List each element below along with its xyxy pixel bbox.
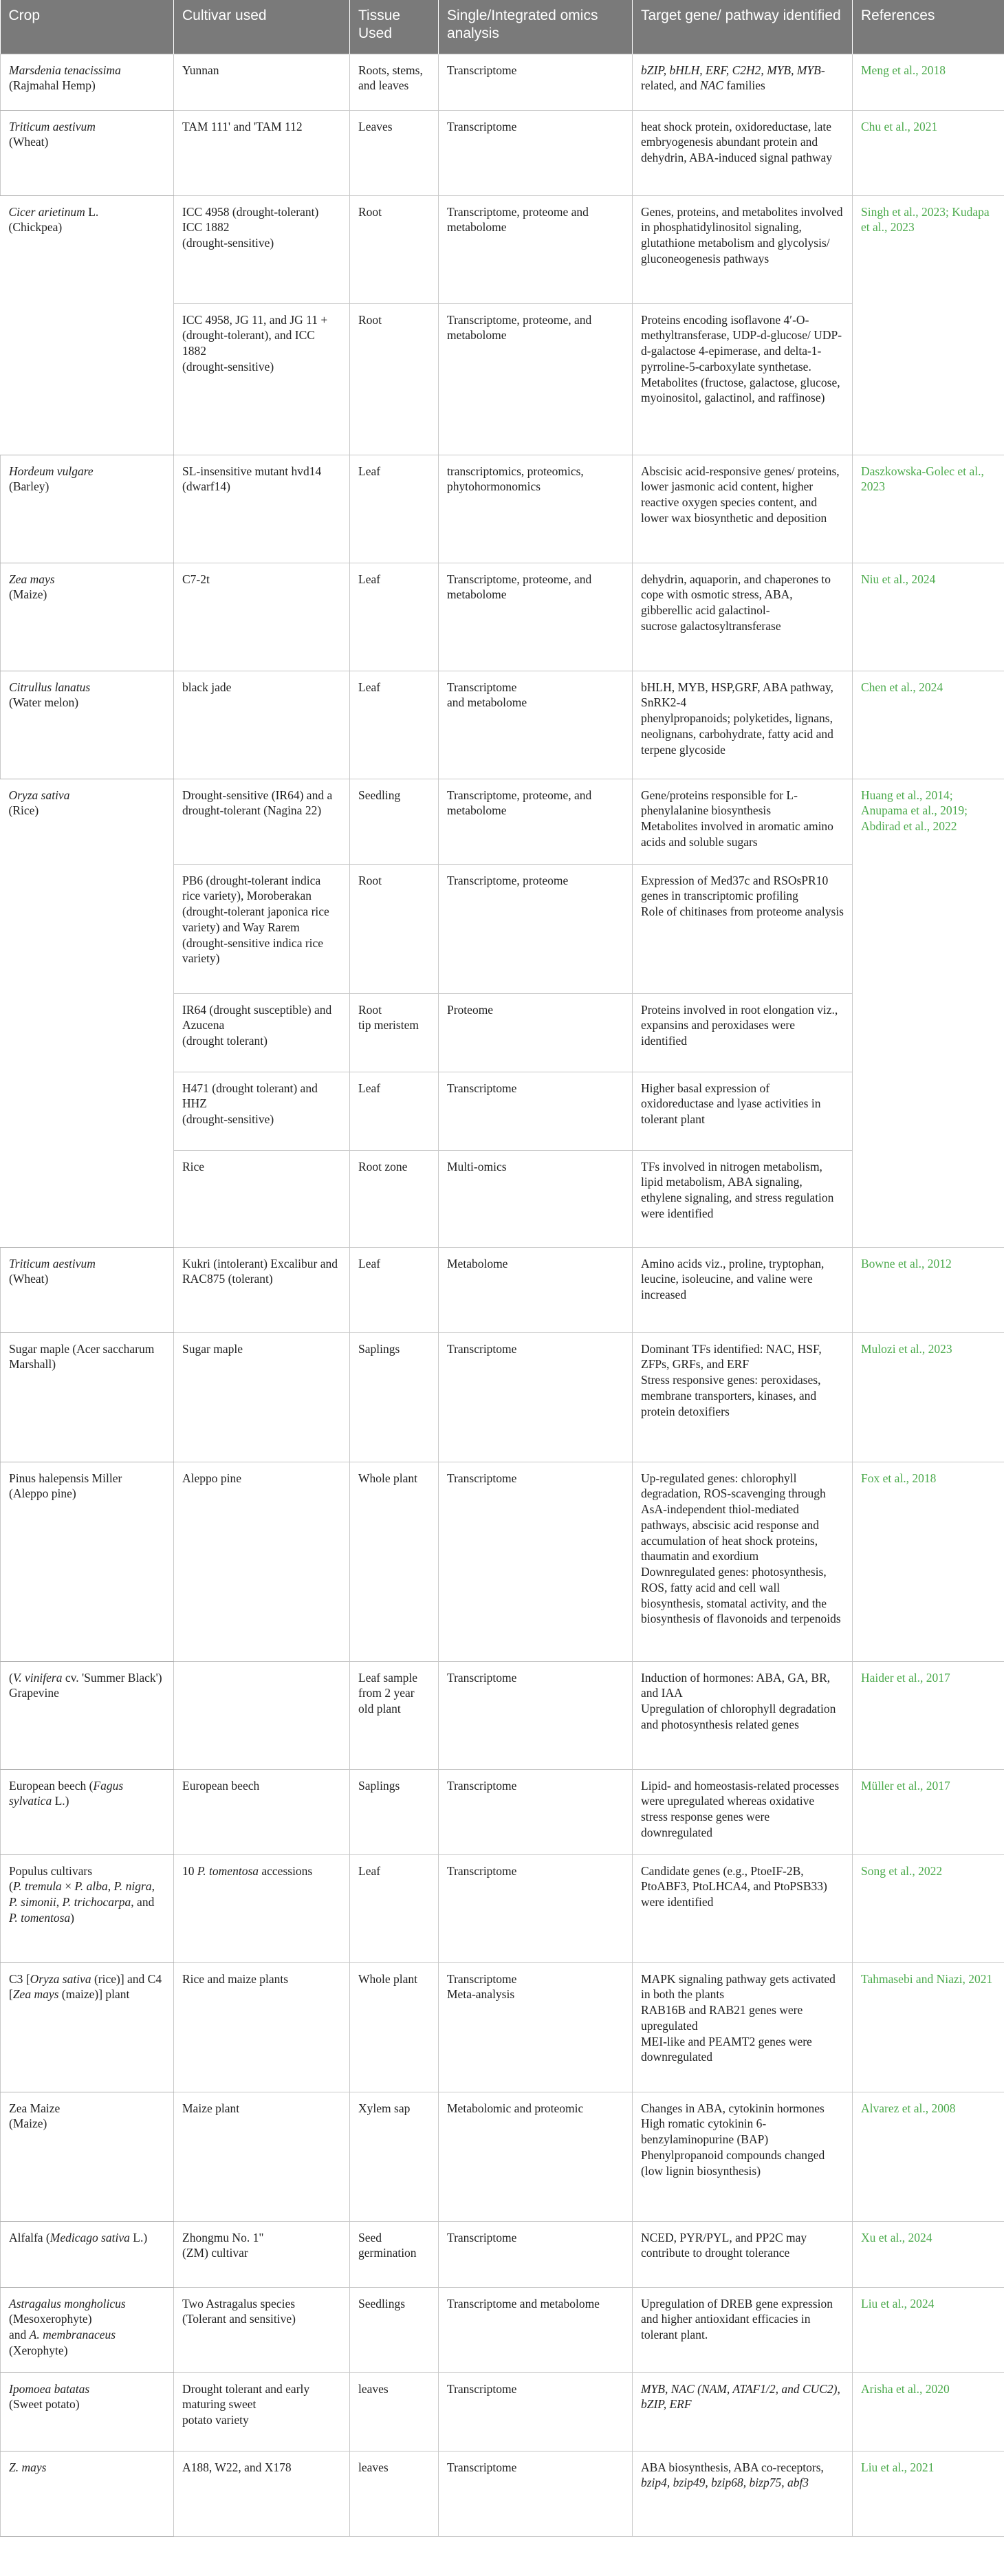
target-cell: heat shock protein, oxidoreductase, late embryogenesis abundant protein and dehydrin, ABA-induced signal pathway <box>633 110 853 195</box>
target-cell: TFs involved in nitrogen metabolism, lipid metabolism, ABA signaling, ethylene signaling, and stress regulation were identified <box>633 1150 853 1247</box>
omics-cell: Transcriptome <box>439 2372 633 2451</box>
tissue-cell: Xylem sap <box>350 2092 439 2221</box>
crop-cell: C3 [Oryza sativa (rice)] and C4 [Zea mays (maize)] plant <box>1 1962 174 2092</box>
references-cell[interactable]: Meng et al., 2018 <box>853 54 1004 110</box>
table-row <box>1 2221 1004 2287</box>
table-row <box>1 2372 1004 2451</box>
tissue-cell: Root zone <box>350 1150 439 1247</box>
crop-cell: Triticum aestivum (Wheat) <box>1 1247 174 1332</box>
target-cell: bHLH, MYB, HSP,GRF, ABA pathway, SnRK2-4 phenylpropanoids; polyketides, lignans, neolignans, carbohydrate, fatty acid and terpene glycoside <box>633 671 853 779</box>
header-cultivar: Cultivar used <box>174 0 350 54</box>
crop-cell: Zea Maize (Maize) <box>1 2092 174 2221</box>
tissue-cell: Seedlings <box>350 2287 439 2372</box>
tissue-cell: leaves <box>350 2451 439 2536</box>
omics-cell: Transcriptome <box>439 110 633 195</box>
target-cell: Lipid- and homeostasis-related processes were upregulated whereas oxidative stress response genes were downregulated <box>633 1769 853 1854</box>
cultivar-cell: Zhongmu No. 1" (ZM) cultivar <box>174 2221 350 2287</box>
omics-cell: Metabolome <box>439 1247 633 1332</box>
omics-cell: Transcriptome Meta-analysis <box>439 1962 633 2092</box>
omics-cell: Multi-omics <box>439 1150 633 1247</box>
target-cell: Changes in ABA, cytokinin hormones High romatic cytokinin 6-benzylaminopurine (BAP) Phenylpropanoid compounds changed (low lignin biosynthesis) <box>633 2092 853 2221</box>
table-row <box>1 54 1004 110</box>
omics-cell: Metabolomic and proteomic <box>439 2092 633 2221</box>
cultivar-cell: Sugar maple <box>174 1332 350 1462</box>
cultivar-cell: 10 P. tomentosa accessions <box>174 1854 350 1962</box>
crop-cell: Zea mays (Maize) <box>1 563 174 671</box>
crop-cell: Pinus halepensis Miller (Aleppo pine) <box>1 1462 174 1661</box>
cultivar-cell: C7-2t <box>174 563 350 671</box>
omics-cell: Transcriptome, proteome, and metabolome <box>439 563 633 671</box>
crop-cell: Alfalfa (Medicago sativa L.) <box>1 2221 174 2287</box>
tissue-cell: Root <box>350 864 439 993</box>
references-cell[interactable]: Mulozi et al., 2023 <box>853 1332 1004 1462</box>
cultivar-cell: Aleppo pine <box>174 1462 350 1661</box>
target-cell: Candidate genes (e.g., PtoeIF-2B, PtoABF3, PtoLHCA4, and PtoPSB33) were identified <box>633 1854 853 1962</box>
crop-cell: Marsdenia tenacissima (Rajmahal Hemp) <box>1 54 174 110</box>
header-row <box>1 0 1004 54</box>
omics-cell: Transcriptome, proteome and metabolome <box>439 195 633 303</box>
tissue-cell: Leaf <box>350 671 439 779</box>
crop-cell: Cicer arietinum L. (Chickpea) <box>1 195 174 455</box>
cultivar-cell <box>174 1661 350 1769</box>
cultivar-cell: SL-insensitive mutant hvd14 (dwarf14) <box>174 455 350 563</box>
tissue-cell: Root <box>350 303 439 455</box>
references-cell[interactable]: Chu et al., 2021 <box>853 110 1004 195</box>
omics-cell: Transcriptome, proteome, and metabolome <box>439 303 633 455</box>
table-row <box>1 779 1004 864</box>
table-row <box>1 671 1004 779</box>
target-cell: Induction of hormones: ABA, GA, BR, and IAA Upregulation of chlorophyll degradation and photosynthesis related genes <box>633 1661 853 1769</box>
table-row <box>1 1247 1004 1332</box>
references-cell[interactable]: Bowne et al., 2012 <box>853 1247 1004 1332</box>
table-row <box>1 2092 1004 2221</box>
omics-cell: Transcriptome, proteome, and metabolome <box>439 779 633 864</box>
tissue-cell: Seedling <box>350 779 439 864</box>
target-cell: Amino acids viz., proline, tryptophan, leucine, isoleucine, and valine were increased <box>633 1247 853 1332</box>
tissue-cell: Whole plant <box>350 1462 439 1661</box>
references-cell[interactable]: Haider et al., 2017 <box>853 1661 1004 1769</box>
references-cell[interactable]: Daszkowska-Golec et al., 2023 <box>853 455 1004 563</box>
crop-cell: Populus cultivars (P. tremula × P. alba, P. nigra, P. simonii, P. trichocarpa, and P. tomentosa) <box>1 1854 174 1962</box>
crop-cell: Ipomoea batatas (Sweet potato) <box>1 2372 174 2451</box>
header-references: References <box>853 0 1004 54</box>
omics-cell: Transcriptome <box>439 1072 633 1150</box>
references-cell[interactable]: Niu et al., 2024 <box>853 563 1004 671</box>
crop-cell: Hordeum vulgare (Barley) <box>1 455 174 563</box>
omics-cell: Transcriptome, proteome <box>439 864 633 993</box>
cultivar-cell: Maize plant <box>174 2092 350 2221</box>
references-cell[interactable]: Song et al., 2022 <box>853 1854 1004 1962</box>
table-row <box>1 1854 1004 1962</box>
references-cell[interactable]: Singh et al., 2023; Kudapa et al., 2023 <box>853 195 1004 455</box>
references-cell[interactable]: Huang et al., 2014; Anupama et al., 2019; Abdirad et al., 2022 <box>853 779 1004 1247</box>
omics-cell: Transcriptome and metabolome <box>439 2287 633 2372</box>
table-row <box>1 563 1004 671</box>
references-cell[interactable]: Liu et al., 2024 <box>853 2287 1004 2372</box>
tissue-cell: leaves <box>350 2372 439 2451</box>
header-crop: Crop <box>1 0 174 54</box>
tissue-cell: Saplings <box>350 1769 439 1854</box>
cultivar-cell: IR64 (drought susceptible) and Azucena (drought tolerant) <box>174 993 350 1072</box>
cultivar-cell: black jade <box>174 671 350 779</box>
omics-cell: transcriptomics, proteomics, phytohormonomics <box>439 455 633 563</box>
cultivar-cell: European beech <box>174 1769 350 1854</box>
omics-cell: Transcriptome <box>439 2221 633 2287</box>
target-cell: NCED, PYR/PYL, and PP2C may contribute to drought tolerance <box>633 2221 853 2287</box>
target-cell: Proteins involved in root elongation viz., expansins and peroxidases were identified <box>633 993 853 1072</box>
target-cell: dehydrin, aquaporin, and chaperones to cope with osmotic stress, ABA, gibberellic acid galactinol- sucrose galactosyltransferase <box>633 563 853 671</box>
tissue-cell: Leaves <box>350 110 439 195</box>
cultivar-cell: Kukri (intolerant) Excalibur and RAC875 (tolerant) <box>174 1247 350 1332</box>
references-cell[interactable]: Chen et al., 2024 <box>853 671 1004 779</box>
references-cell[interactable]: Xu et al., 2024 <box>853 2221 1004 2287</box>
tissue-cell: Seed germination <box>350 2221 439 2287</box>
table-row <box>1 110 1004 195</box>
omics-cell: Transcriptome <box>439 1332 633 1462</box>
cultivar-cell: Rice and maize plants <box>174 1962 350 2092</box>
cultivar-cell: A188, W22, and X178 <box>174 2451 350 2536</box>
target-cell: Abscisic acid-responsive genes/ proteins, lower jasmonic acid content, higher reactive oxygen species content, and lower wax biosynthetic and deposition <box>633 455 853 563</box>
tissue-cell: Saplings <box>350 1332 439 1462</box>
crop-cell: (V. vinifera cv. 'Summer Black') Grapevine <box>1 1661 174 1769</box>
table-body <box>1 54 1004 2536</box>
table-row <box>1 1962 1004 2092</box>
cultivar-cell: PB6 (drought-tolerant indica rice variety), Moroberakan (drought-tolerant japonica rice variety) and Way Rarem (drought-sensitive indica rice variety) <box>174 864 350 993</box>
tissue-cell: Roots, stems, and leaves <box>350 54 439 110</box>
table-row <box>1 1769 1004 1854</box>
omics-cell: Transcriptome <box>439 54 633 110</box>
target-cell: Proteins encoding isoflavone 4′-O-methyltransferase, UDP-d-glucose/ UDP-d-galactose 4-epimerase, and delta-1-pyrroline-5-carboxylate synthetase. Metabolites (fructose, galactose, glucose, myoinositol, galactinol, and raffinose) <box>633 303 853 455</box>
target-cell: bZIP, bHLH, ERF, C2H2, MYB, MYB-related, and NAC families <box>633 54 853 110</box>
omics-cell: Transcriptome <box>439 2451 633 2536</box>
omics-cell: Transcriptome <box>439 1769 633 1854</box>
references-cell[interactable]: Müller et al., 2017 <box>853 1769 1004 1854</box>
references-cell[interactable]: Fox et al., 2018 <box>853 1462 1004 1661</box>
references-cell[interactable]: Arisha et al., 2020 <box>853 2372 1004 2451</box>
table-row <box>1 455 1004 563</box>
crop-cell: European beech (Fagus sylvatica L.) <box>1 1769 174 1854</box>
table-row <box>1 2451 1004 2536</box>
cultivar-cell: TAM 111' and 'TAM 112 <box>174 110 350 195</box>
tissue-cell: Leaf sample from 2 year old plant <box>350 1661 439 1769</box>
table-row <box>1 1332 1004 1462</box>
references-cell[interactable]: Liu et al., 2021 <box>853 2451 1004 2536</box>
header-tissue: Tissue Used <box>350 0 439 54</box>
cultivar-cell: H471 (drought tolerant) and HHZ (drought-sensitive) <box>174 1072 350 1150</box>
target-cell: Higher basal expression of oxidoreductase and lyase activities in tolerant plant <box>633 1072 853 1150</box>
target-cell: Up-regulated genes: chlorophyll degradation, ROS-scavenging through AsA-independent thiol-mediated pathways, abscisic acid response and accumulation of heat shock proteins, thaumatin and exordium Downregulated genes: photosynthesis, ROS, fatty acid and cell wall biosynthesis, stomatal activity, and the biosynthesis of flavonoids and terpenoids <box>633 1462 853 1661</box>
target-cell: MYB, NAC (NAM, ATAF1/2, and CUC2), bZIP, ERF <box>633 2372 853 2451</box>
header-omics: Single/Integrated omics analysis <box>439 0 633 54</box>
table-row <box>1 2287 1004 2372</box>
references-cell[interactable]: Tahmasebi and Niazi, 2021 <box>853 1962 1004 2092</box>
target-cell: MAPK signaling pathway gets activated in both the plants RAB16B and RAB21 genes were upregulated MEI-like and PEAMT2 genes were downregulated <box>633 1962 853 2092</box>
target-cell: Upregulation of DREB gene expression and higher antioxidant efficacies in tolerant plant. <box>633 2287 853 2372</box>
tissue-cell: Leaf <box>350 563 439 671</box>
cultivar-cell: ICC 4958, JG 11, and JG 11 + (drought-tolerant), and ICC 1882 (drought-sensitive) <box>174 303 350 455</box>
tissue-cell: Leaf <box>350 1072 439 1150</box>
crop-cell: Astragalus mongholicus (Mesoxerophyte) and A. membranaceus (Xerophyte) <box>1 2287 174 2372</box>
references-cell[interactable]: Alvarez et al., 2008 <box>853 2092 1004 2221</box>
omics-cell: Transcriptome <box>439 1462 633 1661</box>
target-cell: Gene/proteins responsible for L-phenylalanine biosynthesis Metabolites involved in aromatic amino acids and soluble sugars <box>633 779 853 864</box>
omics-cell: Transcriptome <box>439 1854 633 1962</box>
target-cell: Dominant TFs identified: NAC, HSF, ZFPs, GRFs, and ERF Stress responsive genes: peroxidases, membrane transporters, kinases, and protein detoxifiers <box>633 1332 853 1462</box>
cultivar-cell: Rice <box>174 1150 350 1247</box>
table-row <box>1 1661 1004 1769</box>
tissue-cell: Whole plant <box>350 1962 439 2092</box>
target-cell: Genes, proteins, and metabolites involved in phosphatidylinositol signaling, glutathione metabolism and glycolysis/ gluconeogenesis pathways <box>633 195 853 303</box>
cultivar-cell: Two Astragalus species (Tolerant and sensitive) <box>174 2287 350 2372</box>
cultivar-cell: Yunnan <box>174 54 350 110</box>
tissue-cell: Leaf <box>350 1247 439 1332</box>
tissue-cell: Root <box>350 195 439 303</box>
table-row <box>1 1462 1004 1661</box>
crop-cell: Sugar maple (Acer saccharum Marshall) <box>1 1332 174 1462</box>
cultivar-cell: Drought tolerant and early maturing sweet potato variety <box>174 2372 350 2451</box>
crop-cell: Citrullus lanatus (Water melon) <box>1 671 174 779</box>
header-target: Target gene/ pathway identified <box>633 0 853 54</box>
table-row <box>1 195 1004 303</box>
target-cell: Expression of Med37c and RSOsPR10 genes in transcriptomic profiling Role of chitinases from proteome analysis <box>633 864 853 993</box>
cultivar-cell: Drought-sensitive (IR64) and a drought-tolerant (Nagina 22) <box>174 779 350 864</box>
tissue-cell: Leaf <box>350 1854 439 1962</box>
cultivar-cell: ICC 4958 (drought-tolerant) ICC 1882 (drought-sensitive) <box>174 195 350 303</box>
tissue-cell: Leaf <box>350 455 439 563</box>
crop-cell: Z. mays <box>1 2451 174 2536</box>
target-cell: ABA biosynthesis, ABA co-receptors, bzip4, bzip49, bzip68, bizp75, abf3 <box>633 2451 853 2536</box>
tissue-cell: Root tip meristem <box>350 993 439 1072</box>
omics-cell: Transcriptome and metabolome <box>439 671 633 779</box>
omics-cell: Proteome <box>439 993 633 1072</box>
omics-cell: Transcriptome <box>439 1661 633 1769</box>
crop-cell: Oryza sativa (Rice) <box>1 779 174 1247</box>
crop-cell: Triticum aestivum (Wheat) <box>1 110 174 195</box>
